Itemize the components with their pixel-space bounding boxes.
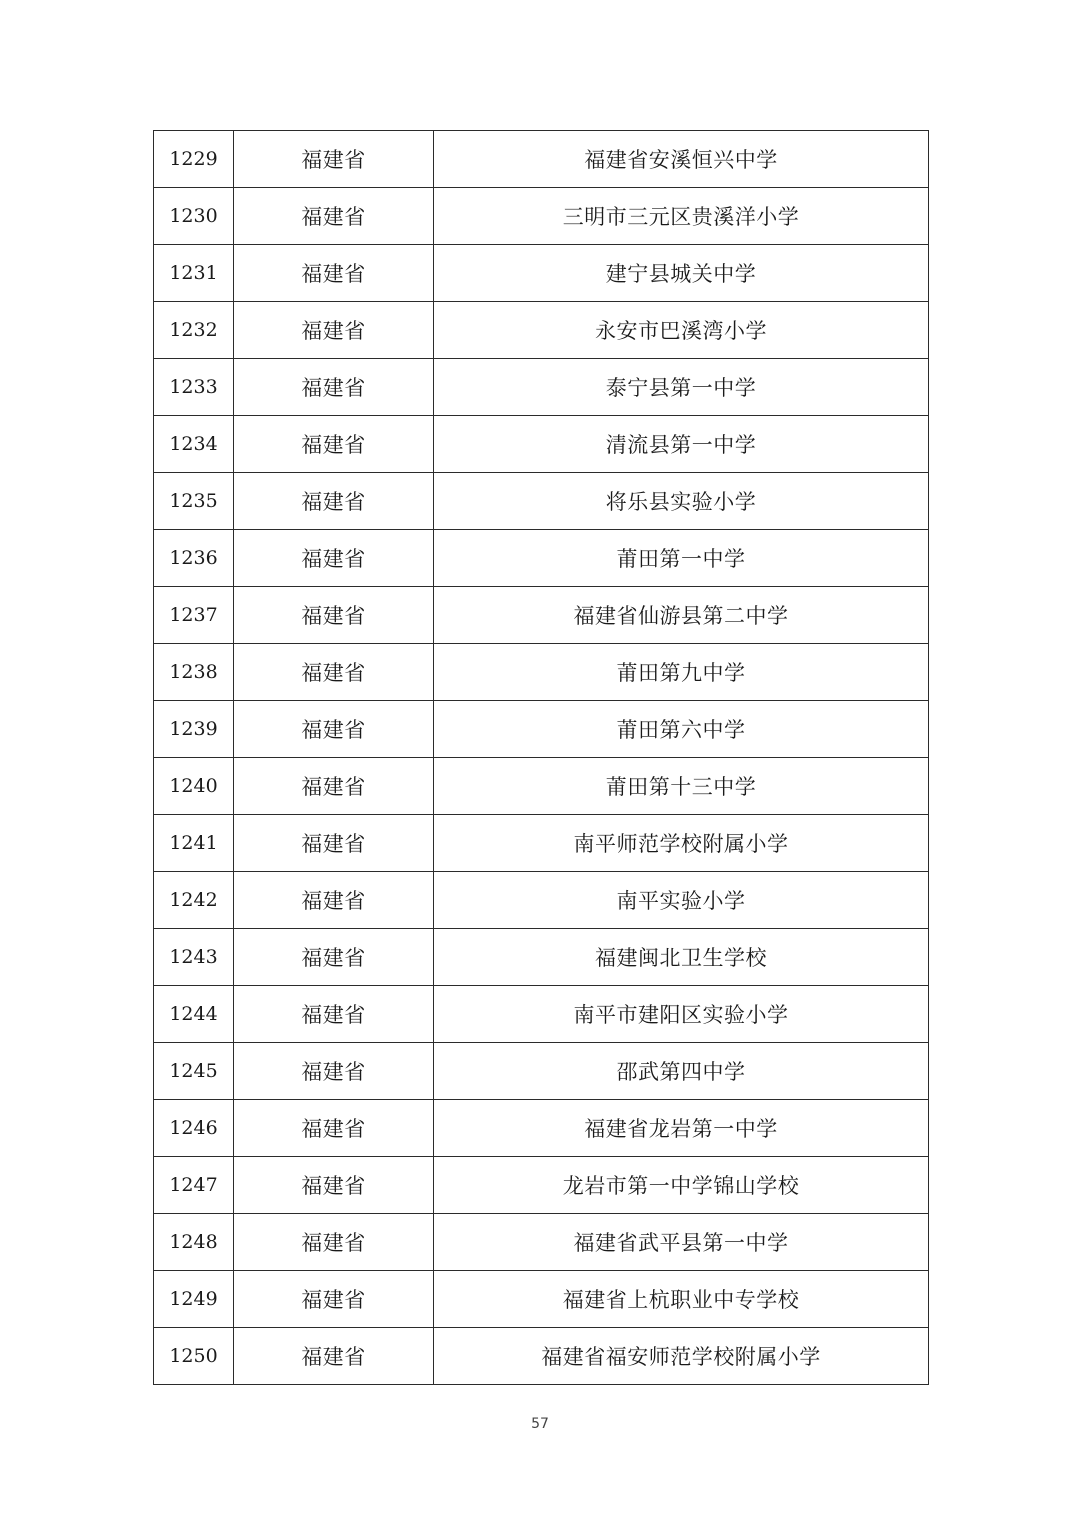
province-cell: 福建省 (234, 587, 434, 644)
province-cell: 福建省 (234, 188, 434, 245)
school-name-cell: 福建省武平县第一中学 (434, 1214, 929, 1271)
table-row (154, 245, 929, 302)
table-row (154, 530, 929, 587)
row-number-cell: 1229 (154, 131, 234, 188)
province-cell: 福建省 (234, 644, 434, 701)
row-number-cell: 1242 (154, 872, 234, 929)
province-cell: 福建省 (234, 131, 434, 188)
row-number-cell: 1240 (154, 758, 234, 815)
province-cell: 福建省 (234, 986, 434, 1043)
school-name-cell: 南平实验小学 (434, 872, 929, 929)
row-number-cell: 1247 (154, 1157, 234, 1214)
table-row (154, 1214, 929, 1271)
row-number-cell: 1244 (154, 986, 234, 1043)
table-row (154, 644, 929, 701)
page-number: 57 (531, 1416, 549, 1432)
table-row (154, 188, 929, 245)
table-row (154, 1157, 929, 1214)
province-cell: 福建省 (234, 473, 434, 530)
row-number-cell: 1249 (154, 1271, 234, 1328)
school-name-cell: 福建省上杭职业中专学校 (434, 1271, 929, 1328)
province-cell: 福建省 (234, 815, 434, 872)
province-cell: 福建省 (234, 1100, 434, 1157)
table-body (154, 131, 929, 1385)
province-cell: 福建省 (234, 701, 434, 758)
school-name-cell: 将乐县实验小学 (434, 473, 929, 530)
table-row (154, 587, 929, 644)
school-name-cell: 永安市巴溪湾小学 (434, 302, 929, 359)
table-row (154, 1328, 929, 1385)
table-row (154, 815, 929, 872)
school-name-cell: 福建省龙岩第一中学 (434, 1100, 929, 1157)
row-number-cell: 1234 (154, 416, 234, 473)
table-row (154, 1100, 929, 1157)
table-row (154, 302, 929, 359)
table-row (154, 131, 929, 188)
school-name-cell: 建宁县城关中学 (434, 245, 929, 302)
province-cell: 福建省 (234, 929, 434, 986)
school-name-cell: 三明市三元区贵溪洋小学 (434, 188, 929, 245)
province-cell: 福建省 (234, 359, 434, 416)
province-cell: 福建省 (234, 1157, 434, 1214)
table-row (154, 758, 929, 815)
table-row (154, 1043, 929, 1100)
row-number-cell: 1236 (154, 530, 234, 587)
row-number-cell: 1248 (154, 1214, 234, 1271)
school-name-cell: 莆田第一中学 (434, 530, 929, 587)
school-name-cell: 莆田第六中学 (434, 701, 929, 758)
row-number-cell: 1230 (154, 188, 234, 245)
province-cell: 福建省 (234, 1043, 434, 1100)
province-cell: 福建省 (234, 530, 434, 587)
school-name-cell: 南平市建阳区实验小学 (434, 986, 929, 1043)
table-row (154, 986, 929, 1043)
row-number-cell: 1246 (154, 1100, 234, 1157)
school-name-cell: 南平师范学校附属小学 (434, 815, 929, 872)
row-number-cell: 1239 (154, 701, 234, 758)
table-row (154, 872, 929, 929)
row-number-cell: 1238 (154, 644, 234, 701)
row-number-cell: 1231 (154, 245, 234, 302)
row-number-cell: 1233 (154, 359, 234, 416)
row-number-cell: 1241 (154, 815, 234, 872)
school-list-table (153, 130, 929, 1385)
school-name-cell: 莆田第九中学 (434, 644, 929, 701)
school-name-cell: 清流县第一中学 (434, 416, 929, 473)
row-number-cell: 1243 (154, 929, 234, 986)
school-name-cell: 邵武第四中学 (434, 1043, 929, 1100)
school-name-cell: 龙岩市第一中学锦山学校 (434, 1157, 929, 1214)
table-row (154, 929, 929, 986)
province-cell: 福建省 (234, 758, 434, 815)
province-cell: 福建省 (234, 1328, 434, 1385)
row-number-cell: 1245 (154, 1043, 234, 1100)
table-row (154, 359, 929, 416)
school-name-cell: 福建省安溪恒兴中学 (434, 131, 929, 188)
school-name-cell: 泰宁县第一中学 (434, 359, 929, 416)
school-name-cell: 福建省仙游县第二中学 (434, 587, 929, 644)
province-cell: 福建省 (234, 1214, 434, 1271)
table-row (154, 701, 929, 758)
school-name-cell: 莆田第十三中学 (434, 758, 929, 815)
row-number-cell: 1232 (154, 302, 234, 359)
row-number-cell: 1250 (154, 1328, 234, 1385)
row-number-cell: 1237 (154, 587, 234, 644)
province-cell: 福建省 (234, 872, 434, 929)
province-cell: 福建省 (234, 1271, 434, 1328)
school-name-cell: 福建省福安师范学校附属小学 (434, 1328, 929, 1385)
province-cell: 福建省 (234, 416, 434, 473)
table-row (154, 473, 929, 530)
table-row (154, 1271, 929, 1328)
row-number-cell: 1235 (154, 473, 234, 530)
province-cell: 福建省 (234, 302, 434, 359)
table-row (154, 416, 929, 473)
province-cell: 福建省 (234, 245, 434, 302)
school-name-cell: 福建闽北卫生学校 (434, 929, 929, 986)
